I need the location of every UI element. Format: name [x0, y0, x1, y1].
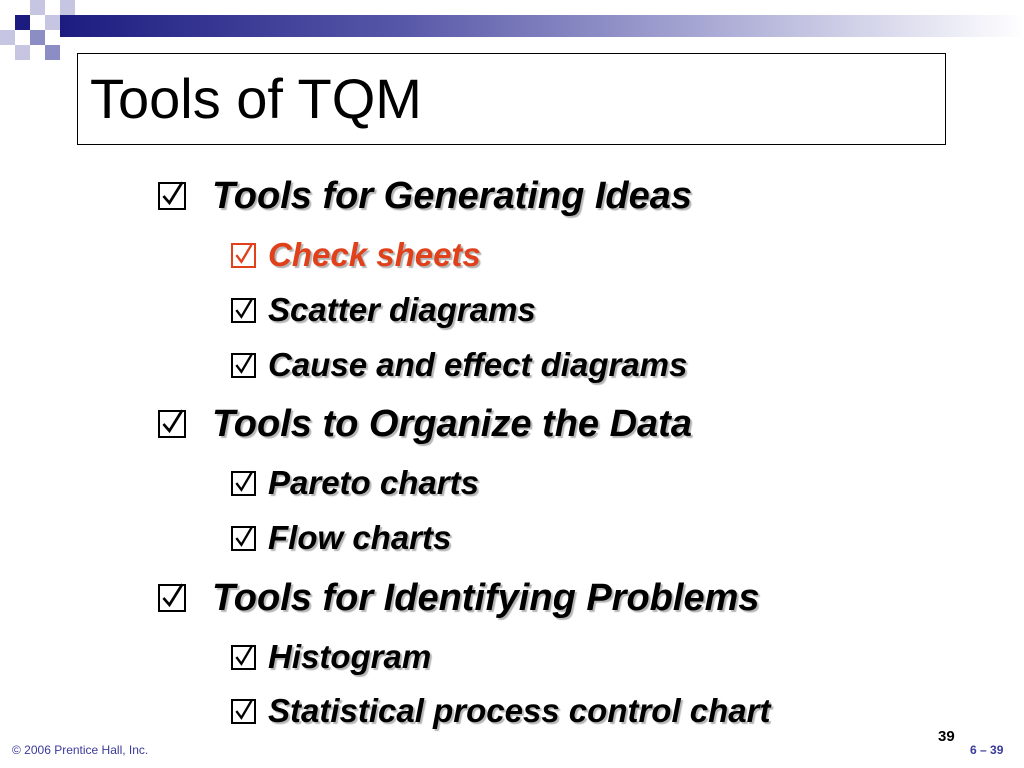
checked-box-icon — [231, 353, 256, 378]
checked-box-icon — [231, 645, 256, 670]
bullet-level2 — [231, 345, 687, 385]
bullet-label: Check sheets — [268, 236, 481, 273]
copyright-footer: © 2006 Prentice Hall, Inc. — [12, 743, 149, 757]
bullet-level2 — [231, 637, 431, 677]
bullet-label: Pareto charts — [268, 464, 479, 501]
bullet-level1 — [158, 173, 692, 219]
checked-box-icon — [231, 298, 256, 323]
checked-box-icon — [158, 182, 186, 210]
bullet-level2 — [231, 463, 479, 503]
bullet-level2 — [231, 691, 771, 731]
bullet-level1 — [158, 575, 760, 621]
checked-box-icon — [158, 410, 186, 438]
checked-box-icon — [158, 584, 186, 612]
bullet-level2 — [231, 518, 451, 558]
bullet-label: Tools for Generating Ideas — [212, 174, 693, 217]
checked-box-icon — [231, 526, 256, 551]
chapter-page-footer: 6 – 39 — [970, 743, 1004, 757]
bullet-level1 — [158, 401, 692, 447]
bullet-label: Tools to Organize the Data — [212, 402, 692, 445]
checked-box-icon — [231, 699, 256, 724]
bullet-label: Statistical process control chart — [268, 692, 771, 729]
checked-box-icon — [231, 471, 256, 496]
bullet-level2 — [231, 235, 481, 275]
checked-box-icon — [231, 243, 256, 268]
bullet-label: Histogram — [268, 638, 432, 675]
page-number: 39 — [938, 728, 955, 745]
bullet-label: Flow charts — [268, 519, 452, 556]
slide-title: Tools of TQM — [90, 67, 422, 130]
bullet-label: Tools for Identifying Problems — [212, 576, 760, 619]
bullet-label: Scatter diagrams — [268, 291, 536, 328]
bullet-level2 — [231, 290, 536, 330]
bullet-label: Cause and effect diagrams — [268, 346, 688, 383]
